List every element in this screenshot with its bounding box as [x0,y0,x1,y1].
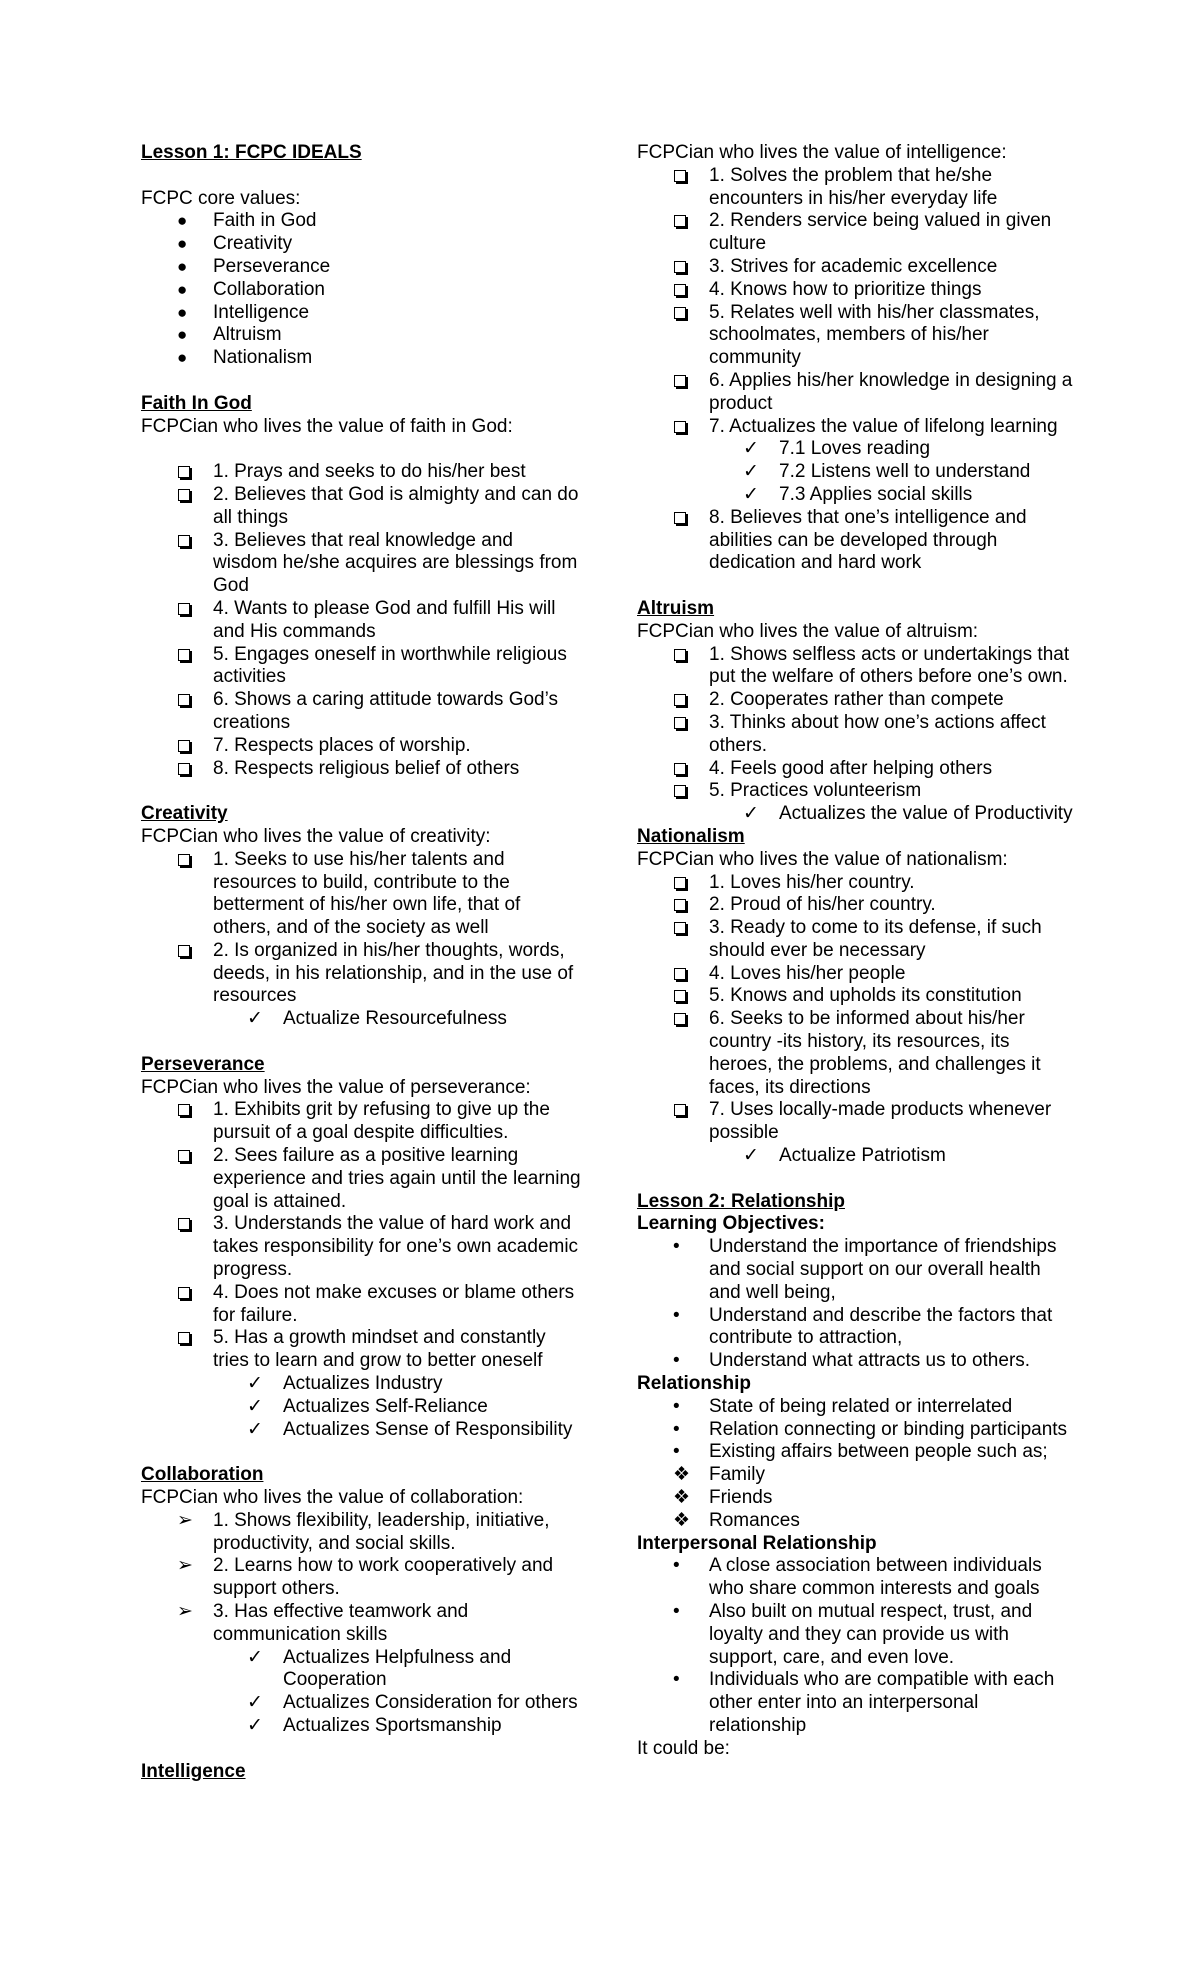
diamond-bullet-icon: ❖ [673,1464,691,1486]
list-item: 1. Exhibits grit by refusing to give up the pursuit of a goal despite difficulties. [141,1099,581,1145]
list-item: ✓ 7.3 Applies social skills [743,483,973,505]
checkbox-icon [177,1327,207,1351]
checkbox-icon [673,917,703,941]
list-item: 3. Strives for academic excellence [637,256,1077,279]
altruism-list [637,644,1077,826]
list-item: 8. Believes that one’s intelligence and abilities can be developed through dedication and hard work [637,507,1077,575]
list-item: • Understand and describe the factors that contribute to attraction, [673,1304,1053,1349]
list-item: ✓ Actualizes Helpfulness and Cooperation [247,1646,512,1691]
faith-intro: FCPCian who lives the value of faith in God: [141,415,513,437]
checkbox-icon [177,484,207,508]
list-item: ✓ Actualize Patriotism [743,1145,946,1167]
list-item: ➢ 2. Learns how to work cooperatively and support others. [177,1555,554,1600]
checkbox-icon [673,780,703,804]
checkmark-icon: ✓ [247,1418,263,1440]
checkbox-icon [177,1099,207,1123]
intelligence-heading: Intelligence [141,1760,246,1782]
perseverance-heading: Perseverance [141,1053,265,1075]
list-item: • Understand what attracts us to others. [673,1350,1031,1372]
bullet-icon: • [673,1418,680,1440]
relationship-label: Relationship [637,1373,752,1395]
creativity-intro: FCPCian who lives the value of creativity: [141,825,491,847]
perseverance-list [141,1099,581,1441]
list-item: • Relation connecting or binding participants [673,1418,1068,1440]
list-item: 6. Shows a caring attitude towards God’s creations [141,689,581,735]
bullet-icon: • [673,1555,680,1577]
checkbox-icon [673,416,703,440]
checkbox-icon [673,210,703,234]
nationalism-heading: Nationalism [637,825,745,847]
checkbox-icon [177,530,207,554]
nationalism-list [637,872,1077,1168]
checkmark-icon: ✓ [247,1646,263,1668]
checkmark-icon: ✓ [247,1395,263,1417]
faith-list [141,461,581,780]
checkmark-icon: ✓ [247,1008,263,1030]
list-item: 1. Loves his/her country. [637,872,1077,895]
checkmark-icon: ✓ [743,438,759,460]
checkbox-icon [177,735,207,759]
list-item: ✓ Actualize Resourcefulness [247,1008,507,1030]
diamond-bullet-icon: ❖ [673,1509,691,1531]
list-item: • Individuals who are compatible with each other enter into an interpersonal relationship [673,1669,1055,1736]
list-item: • Also built on mutual respect, trust, and loyalty and they can provide us with support, care, and even love. [673,1601,1033,1668]
list-item: 6. Applies his/her knowledge in designing a product [637,370,1077,416]
bullet-icon: ● [177,256,188,276]
perseverance-intro: FCPCian who lives the value of perseverance: [141,1076,531,1098]
list-item: 2. Is organized in his/her thoughts, words, deeds, in his relationship, and in the use of resources [141,940,581,1008]
bullet-icon: • [673,1601,680,1622]
list-item: ❖ Family [673,1464,765,1486]
checkbox-icon [177,1145,207,1169]
list-item: 4. Knows how to prioritize things [637,279,1077,302]
core-values-list [141,210,581,370]
checkbox-icon [673,872,703,896]
list-item: 2. Believes that God is almighty and can do all things [141,484,581,530]
checkmark-icon: ✓ [743,461,759,483]
bullet-icon: ● [177,302,188,322]
interpersonal-label: Interpersonal Relationship [637,1532,877,1554]
faith-heading: Faith In God [141,392,252,414]
collaboration-intro: FCPCian who lives the value of collaboration: [141,1487,524,1509]
checkbox-icon [177,758,207,782]
bullet-icon: • [673,1669,680,1691]
list-item: 5. Relates well with his/her classmates, schoolmates, members of his/her community [637,302,1077,370]
list-item: • Existing affairs between people such as; [673,1441,1048,1463]
checkbox-icon [673,712,703,736]
objectives-list [637,1236,1077,1373]
checkmark-icon: ✓ [743,1145,759,1167]
list-item: • Understand the importance of friendships and social support on our overall health and well being, [673,1236,1057,1303]
list-item: 7. Uses locally-made products whenever possible [637,1099,1077,1145]
list-item: ❖ Romances [673,1509,800,1531]
list-item: 3. Ready to come to its defense, if such should ever be necessary [637,917,1077,963]
checkbox-icon [673,302,703,326]
list-item: ➢ 1. Shows flexibility, leadership, initiative, productivity, and social skills. [177,1509,550,1554]
checkbox-icon [673,165,703,189]
list-item: 4. Does not make excuses or blame others for failure. [141,1282,581,1328]
bullet-icon: • [673,1350,680,1372]
list-item: 3. Believes that real knowledge and wisdom he/she acquires are blessings from God [141,530,581,598]
list-item: 6. Seeks to be informed about his/her country -its history, its resources, its heroes, the problems, and challenges it faces, its directions [637,1008,1077,1099]
list-item: ● Perseverance [177,255,331,277]
list-item: • State of being related or interrelated [673,1395,1013,1417]
interpersonal-list [637,1555,1077,1737]
bullet-icon: ● [177,211,188,231]
arrowhead-icon: ➢ [177,1555,193,1577]
list-item: ✓ Actualizes Sportsmanship [247,1714,502,1736]
checkbox-icon [673,894,703,918]
list-item: 5. Has a growth mindset and constantly tries to learn and grow to better oneself [141,1327,581,1373]
checkmark-icon: ✓ [743,803,759,825]
bullet-icon: • [673,1304,680,1326]
list-item: 3. Understands the value of hard work and takes responsibility for one’s own academic progress. [141,1213,581,1281]
checkbox-icon [673,1099,703,1123]
bullet-icon: • [673,1236,680,1258]
altruism-heading: Altruism [637,597,715,619]
arrowhead-icon: ➢ [177,1601,193,1622]
checkbox-icon [177,689,207,713]
checkmark-icon: ✓ [247,1714,263,1736]
list-item: 1. Prays and seeks to do his/her best [141,461,581,484]
right-column [637,142,1077,1761]
relationship-list [637,1396,1077,1533]
list-item: 5. Practices volunteerism [637,780,1077,803]
altruism-intro: FCPCian who lives the value of altruism: [637,620,979,642]
checkbox-icon [673,985,703,1009]
bullet-icon: ● [177,279,188,299]
checkbox-icon [177,598,207,622]
bullet-icon: ● [177,325,188,345]
intelligence-intro: FCPCian who lives the value of intelligence: [637,142,1007,163]
checkbox-icon [673,279,703,303]
checkbox-icon [177,644,207,668]
checkbox-icon [673,507,703,531]
list-item: 4. Feels good after helping others [637,758,1077,781]
list-item: ● Altruism [177,324,282,346]
nationalism-intro: FCPCian who lives the value of nationalism: [637,848,1008,870]
list-item: ● Creativity [177,233,293,255]
left-column [141,142,581,1783]
list-item: ✓ Actualizes the value of Productivity [743,803,1073,825]
collaboration-list [141,1510,581,1738]
bullet-icon: • [673,1395,680,1417]
checkmark-icon: ✓ [247,1692,263,1714]
lesson1-title: Lesson 1: FCPC IDEALS [141,142,362,163]
list-item: 4. Wants to please God and fulfill His will and His commands [141,598,581,644]
bullet-icon: ● [177,234,188,254]
list-item: ✓ Actualizes Sense of Responsibility [247,1418,573,1440]
list-item: 3. Thinks about how one’s actions affect others. [637,712,1077,758]
checkbox-icon [177,1282,207,1306]
list-item: ● Collaboration [177,278,325,300]
creativity-list [141,849,581,1031]
objectives-label: Learning Objectives: [637,1213,825,1235]
checkbox-icon [673,644,703,668]
intelligence-list [637,165,1077,575]
list-item: ● Nationalism [177,347,313,369]
list-item: 5. Engages oneself in worthwhile religious activities [141,644,581,690]
list-item: • A close association between individuals who share common interests and goals [673,1555,1042,1600]
list-item: ✓ 7.1 Loves reading [743,438,931,460]
list-item: 2. Sees failure as a positive learning experience and tries again until the learning goal is attained. [141,1145,581,1213]
list-item: ✓ Actualizes Industry [247,1373,443,1395]
list-item: ➢ 3. Has effective teamwork and communication skills [177,1601,469,1645]
list-item: ● Intelligence [177,301,310,323]
closing-line: It could be: [637,1737,730,1759]
list-item: ✓ Actualizes Consideration for others [247,1692,578,1714]
checkmark-icon: ✓ [743,483,759,505]
checkbox-icon [673,689,703,713]
list-item: 1. Seeks to use his/her talents and resources to build, contribute to the betterment of his/her own life, that of others, and of the society as well [141,849,581,940]
checkbox-icon [177,940,207,964]
bullet-icon: ● [177,348,188,368]
checkbox-icon [673,963,703,987]
list-item: 7. Respects places of worship. [141,735,581,758]
lesson2-title: Lesson 2: Relationship [637,1190,845,1212]
checkbox-icon [177,1213,207,1237]
core-values-intro: FCPC core values: [141,187,301,209]
checkbox-icon [673,256,703,280]
checkbox-icon [177,849,207,873]
bullet-icon: • [673,1441,680,1463]
checkbox-icon [673,370,703,394]
list-item: 1. Shows selfless acts or undertakings that put the welfare of others before one’s own. [637,644,1077,690]
list-item: 1. Solves the problem that he/she encounters in his/her everyday life [637,165,1077,211]
checkbox-icon [673,758,703,782]
list-item: 2. Proud of his/her country. [637,894,1077,917]
creativity-heading: Creativity [141,803,228,825]
checkmark-icon: ✓ [247,1373,263,1395]
list-item: 2. Cooperates rather than compete [637,689,1077,712]
list-item: 4. Loves his/her people [637,963,1077,986]
diamond-bullet-icon: ❖ [673,1487,691,1509]
list-item: 2. Renders service being valued in given culture [637,210,1077,256]
list-item: 8. Respects religious belief of others [141,758,581,781]
checkbox-icon [177,461,207,485]
checkbox-icon [673,1008,703,1032]
list-item: 5. Knows and upholds its constitution [637,985,1077,1008]
list-item: ❖ Friends [673,1487,773,1509]
collaboration-heading: Collaboration [141,1464,264,1486]
arrowhead-icon: ➢ [177,1509,193,1531]
list-item: 7. Actualizes the value of lifelong learning [637,416,1077,439]
list-item: ✓ Actualizes Self-Reliance [247,1395,488,1417]
list-item: ● Faith in God [177,210,317,232]
list-item: ✓ 7.2 Listens well to understand [743,461,1031,483]
